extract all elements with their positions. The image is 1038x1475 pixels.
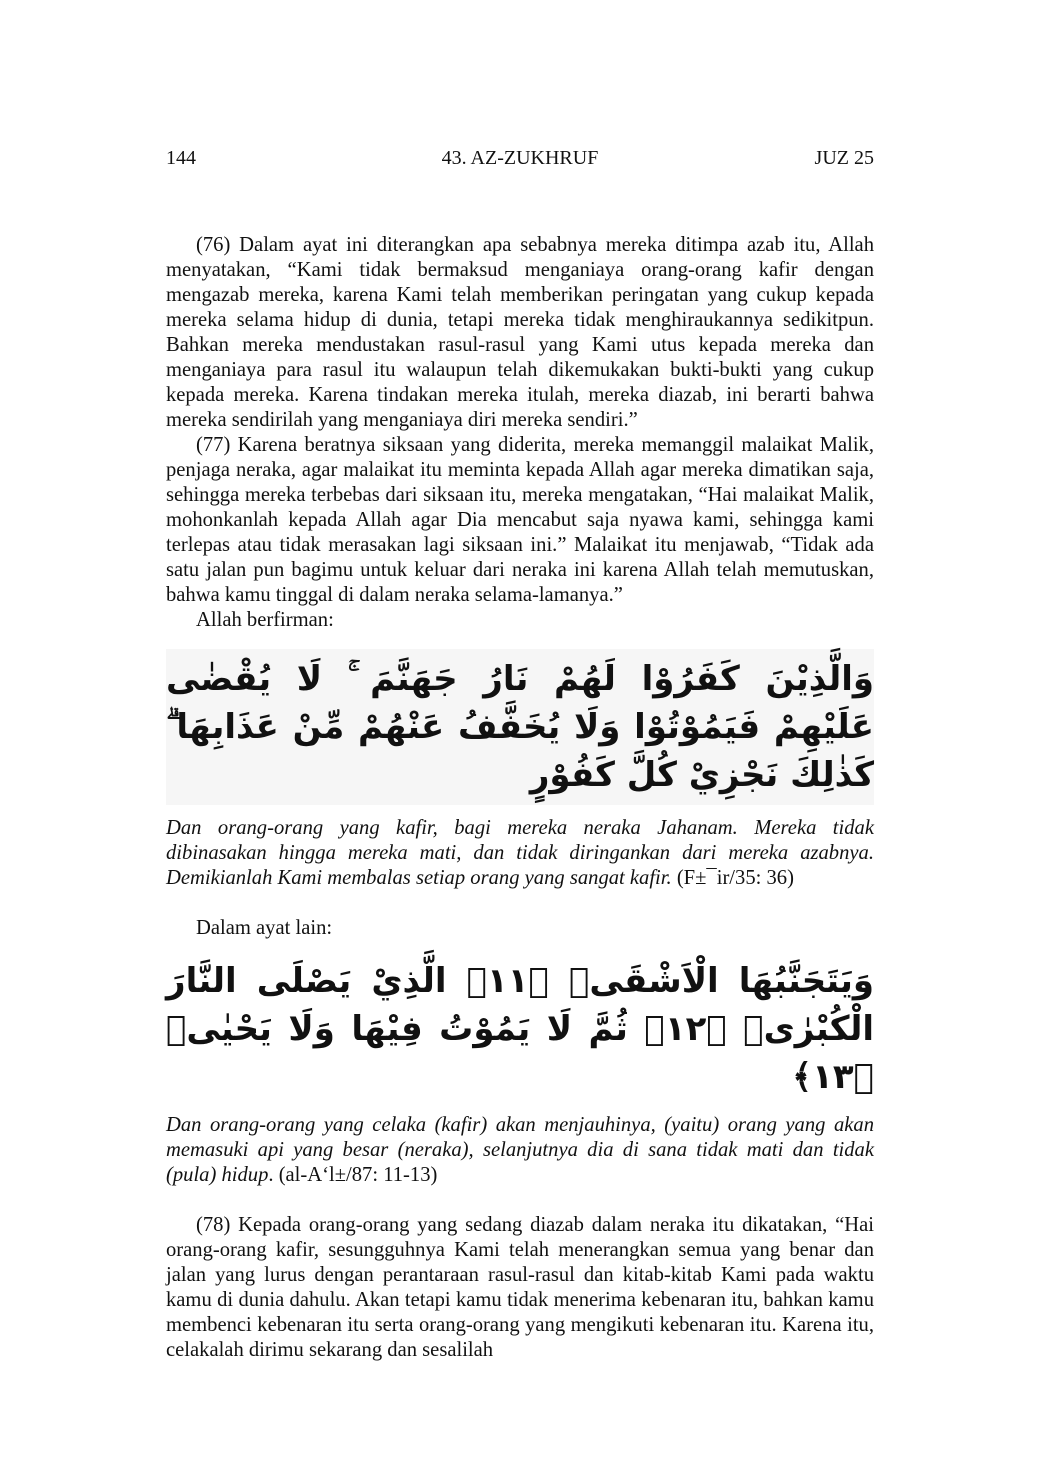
juz-label: JUZ 25 xyxy=(814,147,874,169)
translation-1 xyxy=(166,816,874,891)
page-header xyxy=(166,143,874,173)
arabic-verse-1: وَالَّذِيْنَ كَفَرُوْا لَهُمْ نَارُ جَهَنَّمَ ۚ لَا يُقْضٰى عَلَيْهِمْ فَيَمُوْتُوْا وَلَا يُخَفَّفُ عَنْهُمْ مِّنْ عَذَابِهَا ۗ كَذٰلِكَ نَجْزِيْ كُلَّ كَفُوْرٍ xyxy=(166,649,874,805)
paragraph-78: (78) Kepada orang-orang yang sedang diazab dalam neraka itu dikatakan, “Hai orang-orang kafir, sesungguhnya Kami telah menerangkan semua yang benar dan jalan yang lurus dengan perantaraan rasul-rasul dan kitab-kitab Kami pada waktu kamu di dunia dahulu. Akan tetapi kamu tidak menerima kebenaran itu, bahkan kamu membenci kebenaran itu serta orang-orang yang mengikuti kebenaran itu. Karena itu, celakalah dirimu sekarang dan sesalilah xyxy=(166,1214,874,1361)
spacer xyxy=(166,891,874,916)
paragraph-77: (77) Karena beratnya siksaan yang diderita, mereka memanggil malaikat Malik, penjaga neraka, agar malaikat itu meminta kepada Allah agar mereka dimatikan saja, sehingga mereka terbebas dari siksaan itu, mereka mengatakan, “Hai malaikat Malik, mohonkanlah kepada Allah agar Dia mencabut saja nyawa kami, sehingga kami terlepas atau tidak merasakan lagi siksaan ini.” Malaikat itu menjawab, “Tidak ada satu jalan pun bagimu untuk keluar dari neraka ini karena Allah telah memutuskan, bahwa kamu tinggal di dalam neraka selama-lamanya.” xyxy=(166,434,874,606)
citation-2: . (al-A‘l±/87: 11-13) xyxy=(268,1164,438,1186)
chapter-title: 43. AZ-ZUKHRUF xyxy=(441,147,599,169)
page-number: 144 xyxy=(166,147,196,169)
translation-2-text: Dan orang-orang yang celaka (kafir) akan menjauhinya, (yaitu) orang yang akan memasuki api yang besar (neraka), selanjutnya dia di sana tidak mati dan tidak (pula) hidup xyxy=(166,1114,874,1186)
citation-1: (F±¯ir/35: 36) xyxy=(671,867,794,889)
dalam-ayat-lain-label: Dalam ayat lain: xyxy=(196,917,333,939)
paragraph-76: (76) Dalam ayat ini diterangkan apa sebabnya mereka ditimpa azab itu, Allah menyatakan, “Kami tidak bermaksud menganiaya orang-orang kafir dengan mengazab mereka, karena Kami telah memberikan peringatan yang cukup kepada mereka selama hidup di dunia, tetapi mereka tidak menghiraukannya sedikitpun. Bahkan mereka mendustakan rasul-rasul yang Kami utus kepada mereka dan menganiaya para rasul itu walaupun telah dikemukakan bukti-bukti yang cukup kepada mereka. Karena tindakan mereka itulah, mereka diazab, ini berarti bahwa mereka sendirilah yang menganiaya diri mereka sendiri.” xyxy=(166,234,874,431)
spacer xyxy=(166,1188,874,1213)
translation-1-text: Dan orang-orang yang kafir, bagi mereka neraka Jahanam. Mereka tidak dibinasakan hingga mereka mati, dan tidak diringankan dari mereka azabnya. Demikianlah Kami membalas setiap orang yang sangat kafir. xyxy=(166,817,874,889)
arabic-verse-2: وَيَتَجَنَّبُهَا الْاَشْقَىۙ ﴿١١﴾ الَّذِيْ يَصْلَى النَّارَ الْكُبْرٰىۚ ﴿١٢﴾ ثُمَّ لَا يَمُوْتُ فِيْهَا وَلَا يَحْيٰىۗ ﴿١٣﴾ xyxy=(166,961,874,1097)
allah-berfirman-label: Allah berfirman: xyxy=(196,609,334,631)
page-body xyxy=(166,233,874,1363)
translation-2 xyxy=(166,1113,874,1188)
